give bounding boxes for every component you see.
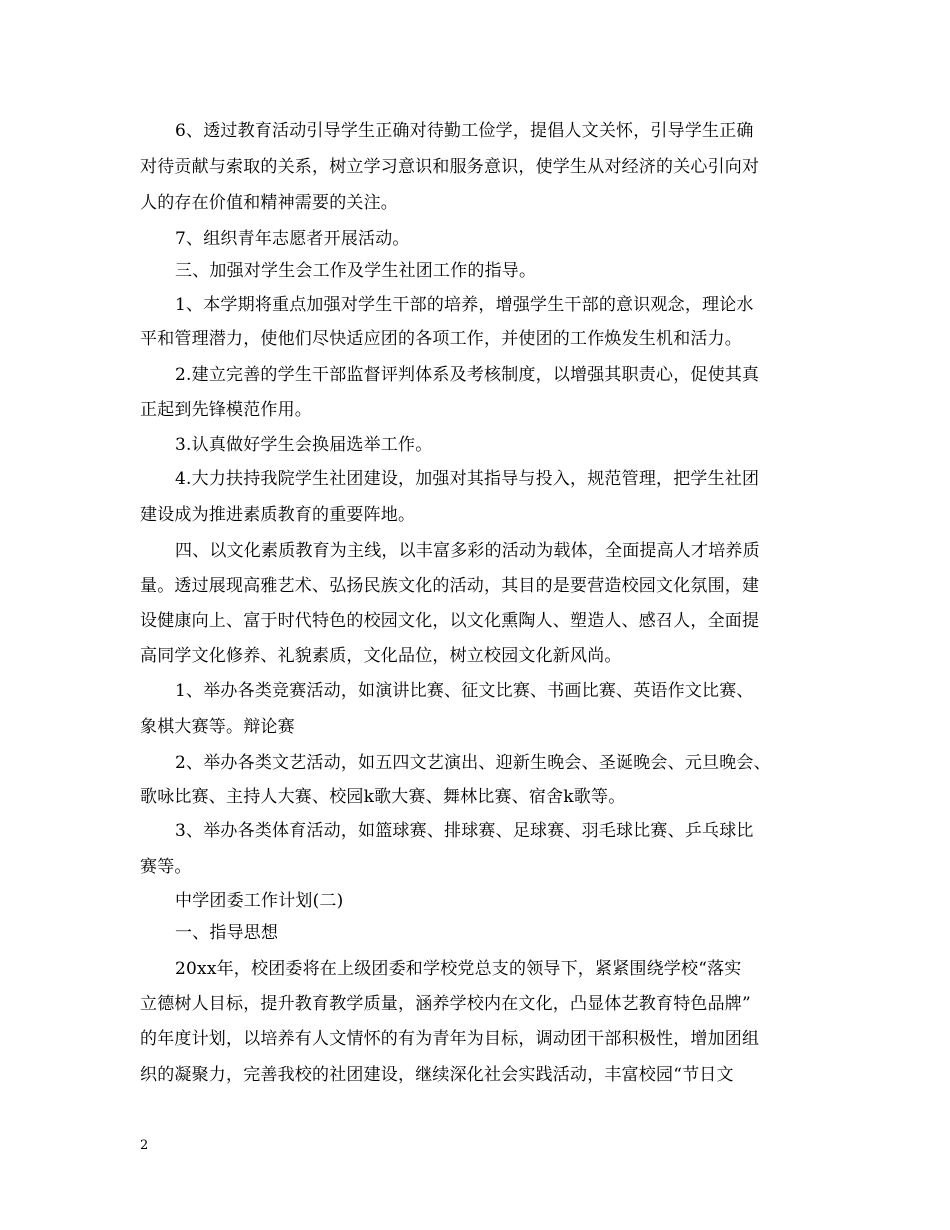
line-9: 正起到先锋模范作用。 bbox=[140, 400, 312, 420]
line-23: 中学团委工作计划(二) bbox=[175, 891, 344, 911]
line-4: 7、组织青年志愿者开展活动。 bbox=[175, 229, 410, 249]
line-16: 高同学文化修养、礼貌素质，文化品位，树立校园文化新风尚。 bbox=[140, 646, 622, 666]
line-26: 立德树人目标，提升教育教学质量，涵养学校内在文化，凸显体艺教育特色品牌” bbox=[140, 994, 751, 1014]
line-19: 2、举办各类文艺活动，如五四文艺演出、迎新生晚会、圣诞晚会、元旦晚会、 bbox=[175, 753, 771, 773]
line-28: 织的凝聚力，完善我校的社团建设，继续深化社会实践活动，丰富校园“节日文 bbox=[140, 1065, 734, 1085]
line-21: 3、举办各类体育活动，如篮球赛、排球赛、足球赛、羽毛球比赛、乒乓球比 bbox=[175, 821, 754, 841]
line-7: 平和管理潜力，使他们尽快适应团的各项工作，并使团的工作焕发生机和活力。 bbox=[140, 329, 742, 349]
line-22: 赛等。 bbox=[140, 857, 192, 877]
page-number: 2 bbox=[140, 1138, 149, 1153]
line-11: 4.大力扶持我院学生社团建设，加强对其指导与投入，规范管理，把学生社团 bbox=[175, 469, 760, 489]
line-27: 的年度计划，以培养有人文情怀的有为青年为目标，调动团干部积极性，增加团组 bbox=[140, 1029, 760, 1049]
line-3: 人的存在价值和精神需要的关注。 bbox=[140, 193, 398, 213]
line-10: 3.认真做好学生会换届选举工作。 bbox=[175, 435, 433, 455]
line-17: 1、举办各类竞赛活动，如演讲比赛、征文比赛、书画比赛、英语作文比赛、 bbox=[175, 681, 754, 701]
line-1: 6、透过教育活动引导学生正确对待勤工俭学，提倡人文关怀，引导学生正确 bbox=[175, 121, 754, 141]
line-13: 四、以文化素质教育为主线，以丰富多彩的活动为载体，全面提高人才培养质 bbox=[175, 541, 760, 561]
line-20: 歌咏比赛、主持人大赛、校园k歌大赛、舞林比赛、宿舍k歌等。 bbox=[140, 787, 626, 807]
line-14: 量。透过展现高雅艺术、弘扬民族文化的活动，其目的是要营造校园文化氛围，建 bbox=[140, 576, 760, 596]
line-12: 建设成为推进素质教育的重要阵地。 bbox=[140, 505, 416, 525]
line-5: 三、加强对学生会工作及学生社团工作的指导。 bbox=[175, 261, 537, 281]
line-25: 20xx年，校团委将在上级团委和学校党总支的领导下，紧紧围绕学校“落实 bbox=[175, 959, 742, 979]
line-24: 一、指导思想 bbox=[175, 923, 279, 943]
line-8: 2.建立完善的学生干部监督评判体系及考核制度，以增强其职责心，促使其真 bbox=[175, 365, 760, 385]
line-2: 对待贡献与索取的关系，树立学习意识和服务意识，使学生从对经济的关心引向对 bbox=[140, 157, 760, 177]
line-18: 象棋大赛等。辩论赛 bbox=[140, 717, 295, 737]
line-15: 设健康向上、富于时代特色的校园文化，以文化熏陶人、塑造人、感召人，全面提 bbox=[140, 611, 760, 631]
line-6: 1、本学期将重点加强对学生干部的培养，增强学生干部的意识观念，理论水 bbox=[175, 295, 754, 315]
